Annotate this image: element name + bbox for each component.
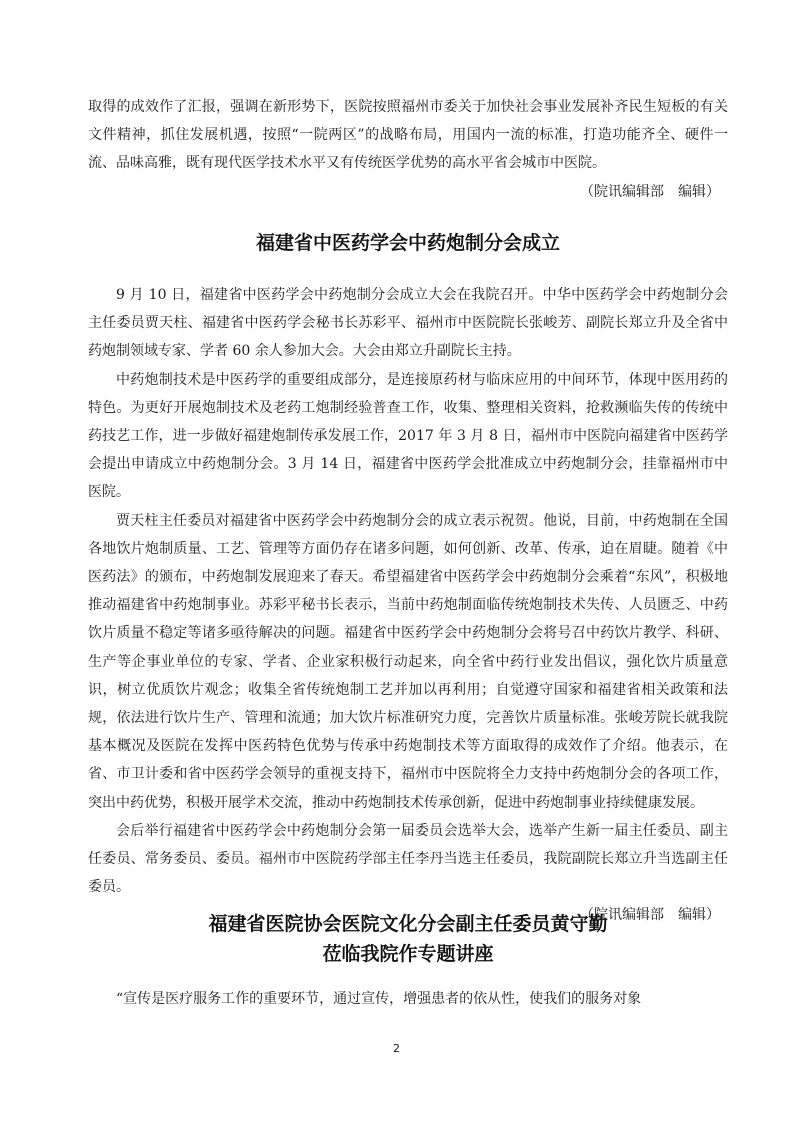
article-main: [88, 228, 728, 258]
article-next-title-line-1: 福建省医院协会医院文化分会副主任委员黄守勤: [208, 913, 608, 935]
article-main-paragraph-2: 中药炮制技术是中医药学的重要组成部分，是连接原药材与临床应用的中间环节，体现中医用药的特色。为更好开展炮制技术及老药工炮制经验普查工作，收集、整理相关资料，抢救濒临失传的传统中药技艺工作，进一步做好福建炮制传承发展工作，2017 年 3 月 8 日，福州市中医院向福建省中医药学会提出申请成立中药炮制分会。3 月 14 日，福建省中医药学会批准成立中药炮制分会，挂靠福州市中医院。: [88, 371, 728, 501]
article-main-title: 福建省中医药学会中药炮制分会成立: [255, 232, 560, 254]
article-main-body: [88, 281, 728, 930]
previous-article-credit: （院讯编辑部 编辑）: [580, 183, 720, 200]
page-number: 2: [393, 1042, 400, 1055]
article-main-paragraph-1: 9 月 10 日，福建省中医药学会中药炮制分会成立大会在我院召开。中华中医药学会中药炮制分会主任委员贾天柱、福建省中医药学会秘书长苏彩平、福州市中医院院长张峻芳、副院长郑立升及全省中药炮制领域专家、学者 60 余人参加大会。大会由郑立升副院长主持。: [88, 287, 728, 360]
previous-article-tail: [88, 93, 728, 206]
article-main-paragraph-4: 会后举行福建省中医药学会中药炮制分会第一届委员会选举大会，选举产生新一届主任委员、副主任委员、常务委员、委员。福州市中医院药学部主任李丹当选主任委员，我院副院长郑立升当选副主任委员。: [88, 822, 728, 896]
article-main-credit: （院讯编辑部 编辑）: [580, 907, 720, 924]
article-main-paragraph-3: 贾天柱主任委员对福建省中医药学会中药炮制分会的成立表示祝贺。他说，目前，中药炮制在全国各地饮片炮制质量、工艺、管理等方面仍存在诸多问题，如何创新、改革、传承，迫在眉睫。随着《中医药法》的颁布，中药炮制发展迎来了春天。希望福建省中医药学会中药炮制分会乘着“东风”，积极地推动福建省中药炮制事业。苏彩平秘书长表示，当前中药炮制面临传统炮制技术失传、人员匮乏、中药饮片质量不稳定等诸多亟待解决的问题。福建省中医药学会中药炮制分会将号召中药饮片教学、科研、生产等企事业单位的专家、学者、企业家积极行动起来，向全省中药行业发出倡议，强化饮片质量意识，树立优质饮片观念；收集全省传统炮制工艺并加以再利用；自觉遵守国家和福建省相关政策和法规，依法进行饮片生产、管理和流通；加大饮片标准研究力度，完善饮片质量标准。张峻芳院长就我院基本概况及医院在发挥中医药特色优势与传承中药炮制技术等方面取得的成效作了介绍。他表示，在省、市卫计委和省中医药学会领导的重视支持下，福州市中医院将全力支持中药炮制分会的各项工作，突出中药优势，积极开展学术交流，推动中药炮制技术传承创新，促进中药炮制事业持续健康发展。: [88, 512, 728, 811]
article-next-title-line-2: 莅临我院作专题讲座: [322, 943, 494, 965]
article-next: [88, 909, 728, 969]
article-next-body: [88, 985, 728, 1013]
previous-article-paragraph: 取得的成效作了汇报，强调在新形势下，医院按照福州市委关于加快社会事业发展补齐民生短板的有关文件精神，抓住发展机遇，按照“一院两区”的战略布局，用国内一流的标准，打造功能齐全、硬件一流、品味高雅，既有现代医学技术水平又有传统医学优势的高水平省会城市中医院。: [88, 99, 728, 172]
article-next-paragraph: “宣传是医疗服务工作的重要环节，通过宣传，增强患者的依从性，使我们的服务对象: [116, 991, 642, 1007]
